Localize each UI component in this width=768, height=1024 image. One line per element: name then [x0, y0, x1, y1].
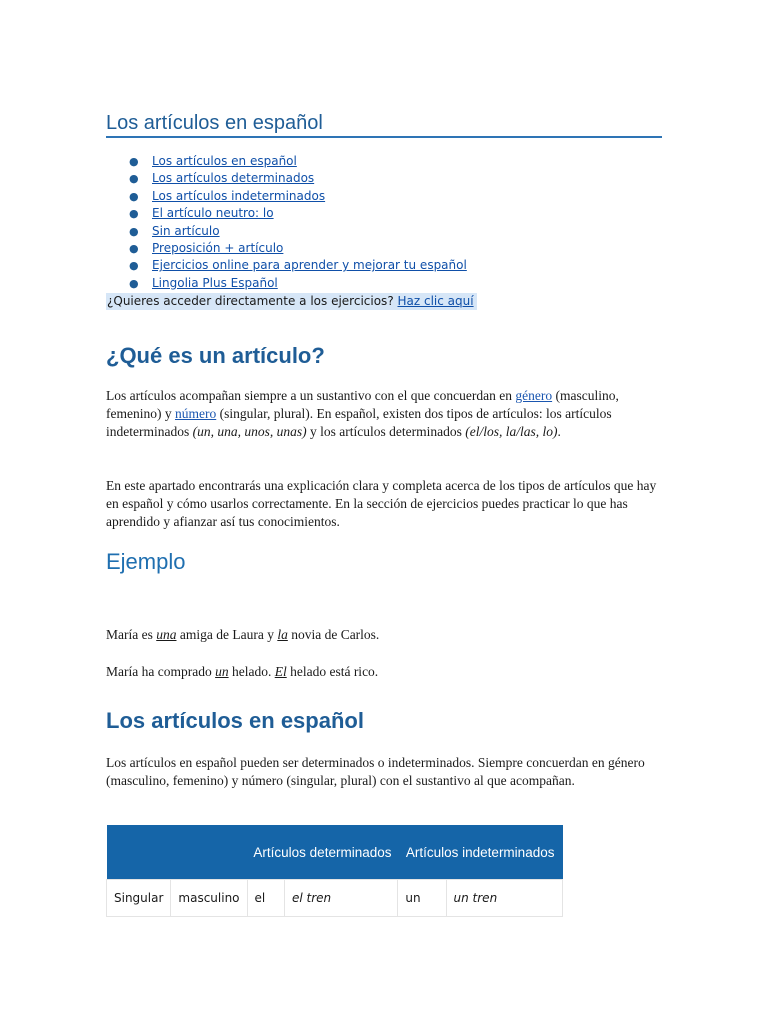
text: helado está rico. [286, 664, 379, 679]
heading-ejemplo: Ejemplo [106, 549, 186, 574]
numero-link[interactable]: número [174, 406, 217, 421]
bullet-icon: ● [129, 189, 139, 203]
text: Los artículos acompañan siempre a un sustantivo con el que concuerdan en [106, 388, 516, 403]
text: María ha comprado [106, 664, 216, 679]
table-cell: el tren [284, 880, 397, 917]
text: novia de Carlos. [287, 627, 380, 642]
toc-link-sin-articulo[interactable]: Sin artículo [152, 223, 220, 238]
table-cell: un [398, 880, 446, 917]
toc-item [106, 153, 662, 170]
toc-item [106, 257, 662, 274]
bullet-icon: ● [129, 259, 139, 273]
article-highlight: la [277, 627, 288, 642]
toc-item [106, 240, 662, 257]
table-cell: el [247, 880, 284, 917]
bullet-icon: ● [129, 241, 139, 255]
text: amiga de Laura y [176, 627, 278, 642]
exercise-shortcut-text: ¿Quieres acceder directamente a los ejercicios? [107, 294, 398, 308]
text: helado. [228, 664, 275, 679]
exercise-shortcut [106, 293, 477, 310]
text: (singular, plural). En español, existen dos tipos de artículos: los artículos indeterminados [106, 406, 612, 439]
toc-link-ejercicios[interactable]: Ejercicios online para aprender y mejorar tu español [152, 258, 467, 273]
article-highlight: una [156, 627, 177, 642]
text: (masculino, femenino) y [106, 388, 619, 421]
table-header-empty [107, 825, 171, 880]
toc-link-determinados[interactable]: Los artículos determinados [152, 171, 315, 186]
table-header-indeterminados: Artículos indeterminados [398, 825, 563, 880]
text: María es [106, 627, 157, 642]
toc-link-lingolia-plus[interactable]: Lingolia Plus Español [152, 275, 278, 290]
table-header-determinados: Artículos determinados [247, 825, 398, 880]
table-of-contents [106, 153, 662, 292]
toc-link-indeterminados[interactable]: Los artículos indeterminados [152, 188, 326, 203]
bullet-icon: ● [129, 224, 139, 238]
indeterminate-articles: (un, una, unos, unas) [192, 424, 307, 439]
articles-paragraph: Los artículos en español pueden ser determinados o indeterminados. Siempre concuerdan en género (masculino, femenino) y número (singular, plural) con el sustantivo al que acompañan. [106, 755, 645, 788]
table-cell: un tren [446, 880, 562, 917]
example-line-2 [106, 663, 662, 681]
table-row [107, 880, 563, 917]
toc-link-articulos[interactable]: Los artículos en español [152, 154, 297, 168]
articles-table [106, 825, 563, 917]
example-line-1 [106, 626, 662, 644]
article-highlight: El [274, 664, 287, 679]
heading-que-es-articulo: ¿Qué es un artículo? [106, 343, 325, 368]
table-cell: Singular [107, 880, 171, 917]
intro-paragraph [106, 387, 662, 441]
toc-link-preposicion[interactable]: Preposición + artículo [152, 240, 284, 255]
determinate-articles: (el/los, la/las, lo) [465, 424, 558, 439]
heading-articulos-espanol: Los artículos en español [106, 708, 364, 733]
bullet-icon: ● [129, 276, 139, 290]
bullet-icon: ● [129, 155, 139, 168]
page-title: Los artículos en español [106, 111, 662, 138]
description-paragraph: En este apartado encontrarás una explicación clara y completa acerca de los tipos de artículos que hay en español y cómo usarlos correctamente. En la sección de ejercicios puedes practicar lo que has aprendido y afianzar así tus conocimientos. [106, 478, 657, 529]
text: . [557, 424, 561, 439]
table-header-empty [171, 825, 247, 880]
toc-item [106, 170, 662, 187]
genero-link[interactable]: género [515, 388, 553, 403]
table-header-row [107, 825, 563, 880]
toc-item [106, 205, 662, 222]
text: y los artículos determinados [306, 424, 466, 439]
toc-item [106, 275, 662, 292]
bullet-icon: ● [129, 207, 139, 221]
toc-link-neutro[interactable]: El artículo neutro: lo [152, 206, 274, 221]
toc-item [106, 188, 662, 205]
bullet-icon: ● [129, 172, 139, 186]
article-highlight: un [215, 664, 229, 679]
click-here-link[interactable]: Haz clic aquí [397, 294, 474, 308]
toc-item [106, 223, 662, 240]
table-cell: masculino [171, 880, 247, 917]
